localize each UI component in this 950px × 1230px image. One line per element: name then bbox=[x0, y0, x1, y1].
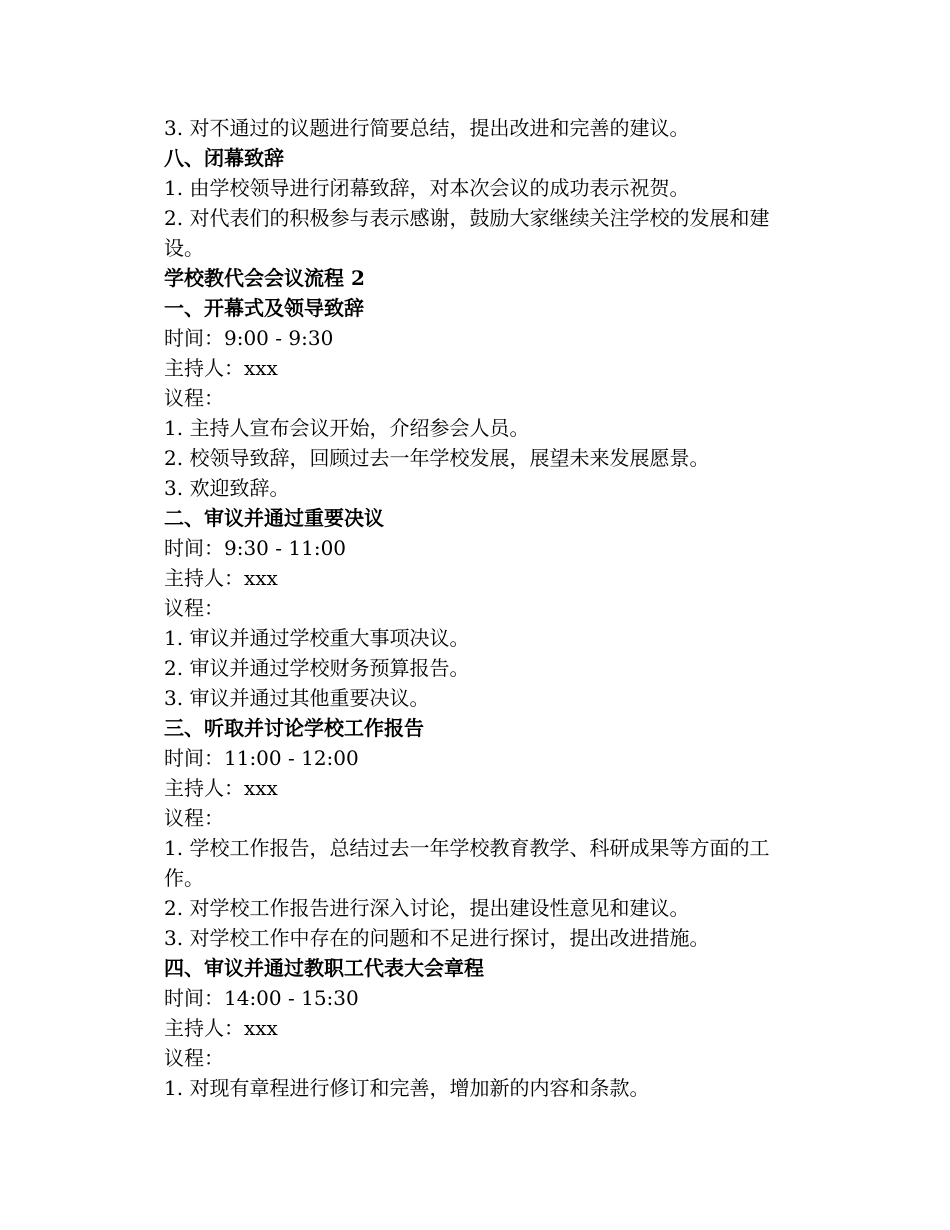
document-body bbox=[164, 113, 784, 1103]
section-heading: 学校教代会会议流程 2 bbox=[164, 266, 365, 290]
body-text-line: 议程： bbox=[164, 596, 224, 620]
body-text-line: 议程： bbox=[164, 1046, 224, 1070]
body-text-line: 3. 审议并通过其他重要决议。 bbox=[164, 686, 430, 710]
body-text-line: 1. 对现有章程进行修订和完善，增加新的内容和条款。 bbox=[164, 1076, 650, 1100]
section-heading: 八、闭幕致辞 bbox=[164, 146, 284, 170]
body-text-line: 主持人：xxx bbox=[164, 776, 278, 800]
body-text-line: 3. 对学校工作中存在的问题和不足进行探讨，提出改进措施。 bbox=[164, 926, 710, 950]
body-text-line: 主持人：xxx bbox=[164, 1016, 278, 1040]
body-text-line: 时间：14:00 - 15:30 bbox=[164, 986, 359, 1010]
section-heading: 三、听取并讨论学校工作报告 bbox=[164, 716, 424, 740]
section-heading: 一、开幕式及领导致辞 bbox=[164, 296, 364, 320]
body-text-line: 时间：9:30 - 11:00 bbox=[164, 536, 347, 560]
body-text-line: 1. 审议并通过学校重大事项决议。 bbox=[164, 626, 470, 650]
body-text-line: 3. 对不通过的议题进行简要总结，提出改进和完善的建议。 bbox=[164, 116, 690, 140]
body-text-line: 议程： bbox=[164, 386, 224, 410]
body-text-line: 主持人：xxx bbox=[164, 356, 278, 380]
section-heading: 四、审议并通过教职工代表大会章程 bbox=[164, 956, 484, 980]
body-text-line: 1. 主持人宣布会议开始，介绍参会人员。 bbox=[164, 416, 530, 440]
body-text-line: 主持人：xxx bbox=[164, 566, 278, 590]
body-text-line: 2. 对学校工作报告进行深入讨论，提出建设性意见和建议。 bbox=[164, 896, 690, 920]
body-text-line: 时间：11:00 - 12:00 bbox=[164, 746, 359, 770]
body-text-line: 1. 学校工作报告，总结过去一年学校教育教学、科研成果等方面的工作。 bbox=[164, 836, 770, 890]
section-heading: 二、审议并通过重要决议 bbox=[164, 506, 384, 530]
body-text-line: 2. 审议并通过学校财务预算报告。 bbox=[164, 656, 470, 680]
body-text-line: 2. 对代表们的积极参与表示感谢，鼓励大家继续关注学校的发展和建设。 bbox=[164, 206, 770, 260]
body-text-line: 2. 校领导致辞，回顾过去一年学校发展，展望未来发展愿景。 bbox=[164, 446, 710, 470]
body-text-line: 3. 欢迎致辞。 bbox=[164, 476, 290, 500]
body-text-line: 1. 由学校领导进行闭幕致辞，对本次会议的成功表示祝贺。 bbox=[164, 176, 690, 200]
body-text-line: 时间：9:00 - 9:30 bbox=[164, 326, 334, 350]
body-text-line: 议程： bbox=[164, 806, 224, 830]
